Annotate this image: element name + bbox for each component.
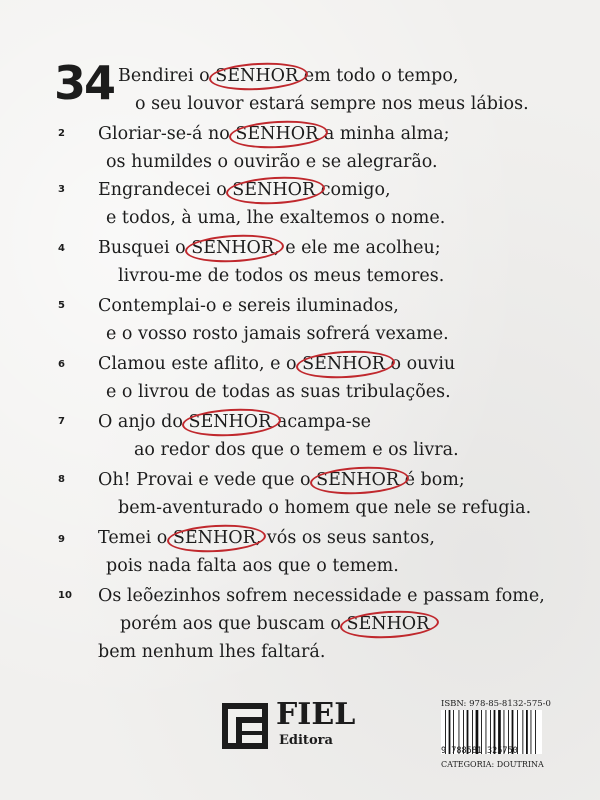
chapter-number: 34 xyxy=(54,56,115,110)
verse-text: Clamou este aflito, e o xyxy=(98,354,303,374)
lord-word-circled: SENHOR xyxy=(346,614,430,634)
verse-text: e o vosso rosto jamais sofrerá vexame. xyxy=(106,324,449,344)
verse-text: o ouviu xyxy=(384,354,456,374)
lord-word-circled: SENHOR xyxy=(316,470,400,490)
verse-line xyxy=(106,152,438,173)
verse-line xyxy=(98,354,455,375)
verse-text: o seu louvor estará sempre nos meus lábios. xyxy=(135,94,529,114)
verse-number: 2 xyxy=(58,128,65,139)
verse-number: 8 xyxy=(58,474,65,485)
verse-line xyxy=(98,180,391,201)
verse-line xyxy=(98,412,371,433)
category-label: CATEGORIA: DOUTRINA xyxy=(441,760,544,769)
lord-word-circled: SENHOR xyxy=(235,124,319,144)
verse-text: livrou-me de todos os meus temores. xyxy=(118,266,445,286)
verse-text: porém aos que buscam o xyxy=(120,614,347,634)
verse-line xyxy=(134,440,459,461)
verse-line xyxy=(106,208,445,229)
verse-text: , e ele me acolheu; xyxy=(274,238,441,258)
verse-text: Oh! Provai e vede que o xyxy=(98,470,317,490)
verse-text: acampa-se xyxy=(271,412,372,432)
lord-word-circled: SENHOR xyxy=(232,180,316,200)
verse-text: Contemplai-o e sereis iluminados, xyxy=(98,296,399,316)
verse-line xyxy=(118,266,444,287)
verse-number: 4 xyxy=(58,243,65,254)
verse-number: 5 xyxy=(58,300,65,311)
isbn-digits: 9 788581 325750 xyxy=(441,746,518,756)
verse-text: Engrandecei o xyxy=(98,180,233,200)
fiel-logo-icon xyxy=(222,703,268,749)
verse-line xyxy=(106,382,451,403)
verse-line xyxy=(118,66,459,87)
publisher-sub: Editora xyxy=(279,733,333,748)
verse-text: é bom; xyxy=(399,470,465,490)
verse-text: Os leõezinhos sofrem necessidade e passam fome, xyxy=(98,586,545,606)
lord-word-circled: SENHOR xyxy=(215,66,299,86)
verse-line xyxy=(98,296,399,317)
verse-number: 7 xyxy=(58,416,65,427)
verse-text: e todos, à uma, lhe exaltemos o nome. xyxy=(106,208,446,228)
verse-text: a minha alma; xyxy=(318,124,450,144)
verse-text: , vós os seus santos, xyxy=(255,528,435,548)
verse-text: em todo o tempo, xyxy=(298,66,459,86)
verse-line xyxy=(106,556,399,577)
verse-line xyxy=(98,642,325,663)
verse-line xyxy=(98,528,435,549)
verse-number: 6 xyxy=(58,359,65,370)
verse-line xyxy=(118,498,531,519)
verse-text: comigo, xyxy=(315,180,391,200)
verse-line xyxy=(98,124,450,145)
verse-text: bem nenhum lhes faltará. xyxy=(98,642,326,662)
verse-number: 3 xyxy=(58,184,65,195)
lord-word-circled: SENHOR xyxy=(191,238,275,258)
verse-line xyxy=(106,324,449,345)
verse-text: pois nada falta aos que o temem. xyxy=(106,556,399,576)
verse-number: 9 xyxy=(58,534,65,545)
verse-line xyxy=(135,94,529,115)
verse-text: e o livrou de todas as suas tribulações. xyxy=(106,382,451,402)
verse-text: Bendirei o xyxy=(118,66,216,86)
lord-word-circled: SENHOR xyxy=(172,528,256,548)
verse-text: O anjo do xyxy=(98,412,189,432)
publisher-name: FIEL xyxy=(276,697,356,732)
verse-text: Temei o xyxy=(98,528,173,548)
verse-line xyxy=(98,238,441,259)
lord-word-circled: SENHOR xyxy=(188,412,272,432)
verse-line xyxy=(98,586,545,607)
verse-text: ao redor dos que o temem e os livra. xyxy=(134,440,459,460)
isbn-label: ISBN: 978-85-8132-575-0 xyxy=(441,699,551,709)
verse-text: Gloriar-se-á no xyxy=(98,124,236,144)
verse-number: 10 xyxy=(58,590,72,601)
verse-text: os humildes o ouvirão e se alegrarão. xyxy=(106,152,438,172)
verse-text: bem-aventurado o homem que nele se refugia. xyxy=(118,498,532,518)
verse-line xyxy=(98,470,465,491)
lord-word-circled: SENHOR xyxy=(302,354,385,374)
verse-text: Busquei o xyxy=(98,238,192,258)
verse-line xyxy=(120,614,429,635)
